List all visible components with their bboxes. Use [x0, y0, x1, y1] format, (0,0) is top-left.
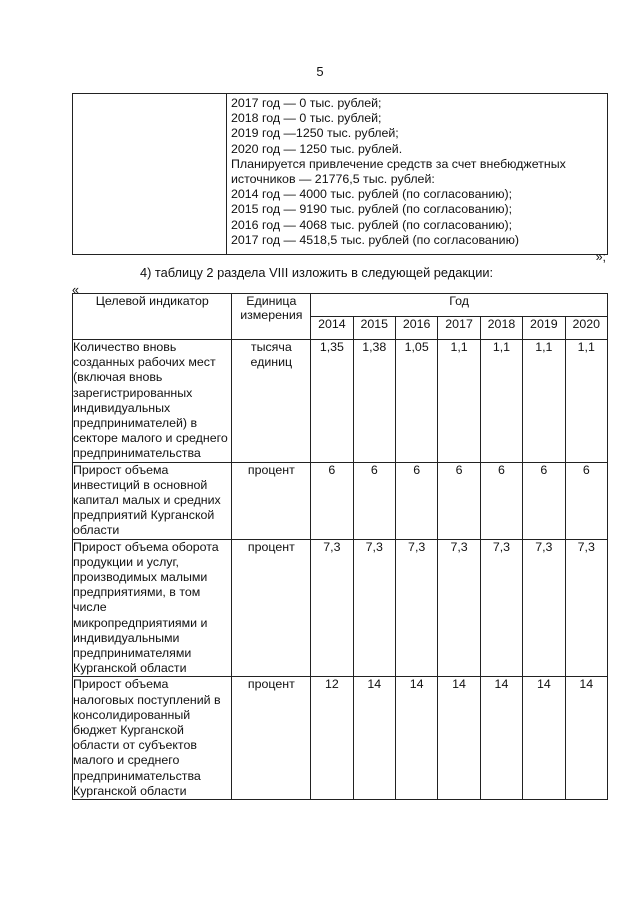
indicator-value: 6 — [353, 462, 395, 539]
funding-line: 2017 год — 0 тыс. рублей; — [231, 96, 382, 110]
funding-line: 2016 год — 4068 тыс. рублей (по согласованию); — [231, 217, 513, 232]
funding-line: 2014 год — 4000 тыс. рублей (по согласованию); — [231, 187, 513, 202]
indicator-value: 14 — [438, 677, 480, 800]
indicator-unit: тысяча единиц — [232, 340, 311, 463]
indicator-value: 7,3 — [523, 539, 565, 677]
indicator-value: 1,1 — [523, 340, 565, 463]
indicator-value: 14 — [353, 677, 395, 800]
indicator-name: Прирост объема налоговых поступлений в консолидированный бюджет Курганской области от субъектов малого и среднего предпринимательства Курганской области — [73, 677, 232, 800]
indicator-value: 7,3 — [395, 539, 437, 677]
indicator-value: 6 — [480, 462, 522, 539]
funding-lines-cell — [227, 94, 608, 255]
header-year-2016: 2016 — [395, 317, 437, 340]
indicator-value: 1,1 — [438, 340, 480, 463]
table-row — [73, 677, 608, 800]
indicator-value: 7,3 — [438, 539, 480, 677]
indicator-value: 6 — [395, 462, 437, 539]
indicator-name: Количество вновь созданных рабочих мест (включая вновь зарегистрированных индивидуальных предпринимателей) в секторе малого и среднего предпринимательства — [73, 340, 232, 463]
header-year-group: Год — [311, 294, 608, 317]
indicator-value: 14 — [480, 677, 522, 800]
table-row — [73, 340, 608, 463]
indicator-value: 7,3 — [353, 539, 395, 677]
table-row — [73, 539, 608, 677]
indicator-value: 1,05 — [395, 340, 437, 463]
indicator-value: 7,3 — [565, 539, 607, 677]
funding-line: 2020 год — 1250 тыс. рублей. — [231, 141, 403, 156]
indicator-value: 1,38 — [353, 340, 395, 463]
indicator-value: 7,3 — [480, 539, 522, 677]
header-year-2014: 2014 — [311, 317, 353, 340]
indicator-value: 6 — [523, 462, 565, 539]
indicator-value: 7,3 — [311, 539, 353, 677]
indicator-value: 6 — [311, 462, 353, 539]
funding-line: 2015 год — 9190 тыс. рублей (по согласованию); — [231, 202, 513, 217]
indicator-unit: процент — [232, 539, 311, 677]
indicator-name: Прирост объема оборота продукции и услуг, производимых малыми предприятиями, в том числе микропредприятиями и индивидуальными предпринимателями Курганской области — [73, 539, 232, 677]
indicator-unit: процент — [232, 677, 311, 800]
instruction-text: 4) таблицу 2 раздела VIII изложить в следующей редакции: — [140, 265, 494, 280]
header-unit: Единица измерения — [232, 294, 311, 340]
closing-quote-mark: »; — [595, 250, 606, 264]
funding-line: источников — 21776,5 тыс. рублей: — [231, 172, 435, 187]
indicator-value: 1,35 — [311, 340, 353, 463]
funding-empty-cell — [73, 94, 227, 255]
indicator-value: 1,1 — [565, 340, 607, 463]
table-row — [73, 462, 608, 539]
header-year-2020: 2020 — [565, 317, 607, 340]
indicator-value: 6 — [565, 462, 607, 539]
header-year-2018: 2018 — [480, 317, 522, 340]
header-year-2019: 2019 — [523, 317, 565, 340]
funding-continuation-table — [72, 93, 608, 255]
funding-line: Планируется привлечение средств за счет внебюджетных — [231, 156, 566, 171]
indicator-value: 14 — [523, 677, 565, 800]
indicator-name: Прирост объема инвестиций в основной капитал малых и средних предприятий Курганской области — [73, 462, 232, 539]
funding-line: 2017 год — 4518,5 тыс. рублей (по согласованию) — [231, 232, 519, 247]
indicator-value: 6 — [438, 462, 480, 539]
indicator-value: 14 — [565, 677, 607, 800]
header-year-2015: 2015 — [353, 317, 395, 340]
target-indicators-table — [72, 293, 608, 800]
indicator-value: 12 — [311, 677, 353, 800]
funding-line: 2019 год —1250 тыс. рублей; — [231, 126, 399, 141]
page-number: 5 — [316, 64, 324, 79]
indicator-unit: процент — [232, 462, 311, 539]
indicator-value: 14 — [395, 677, 437, 800]
indicator-value: 1,1 — [480, 340, 522, 463]
header-year-2017: 2017 — [438, 317, 480, 340]
header-indicator: Целевой индикатор — [73, 294, 232, 340]
funding-line: 2018 год — 0 тыс. рублей; — [231, 111, 382, 126]
opening-quote-mark: « — [72, 283, 79, 297]
